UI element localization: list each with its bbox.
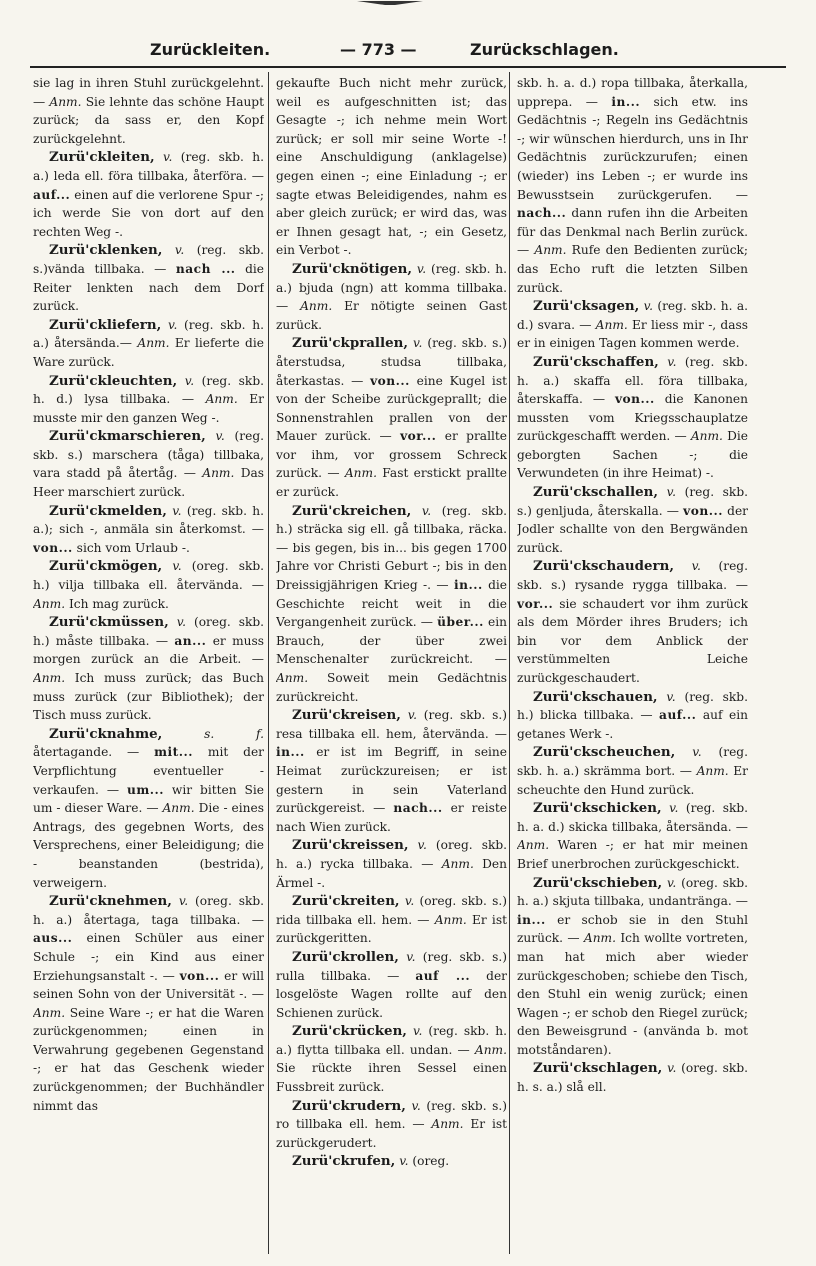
column-2 (276, 74, 507, 1254)
entry-part-of-speech: v. (411, 1098, 421, 1113)
entry-headword: Zurü'cklenken, (49, 242, 163, 259)
entry-definition: (reg. skb. h. a.) skaffa ell. föra tillbaka, återskaffa. — von... die Kanonen mussten vom Kriegsschauplatze zurückgeschafft werden. — Anm. Die geborgten Sachen -; die Verwundeten (in ihre Heimat) -. (517, 354, 748, 481)
dictionary-entry (276, 260, 507, 334)
dictionary-entry (33, 613, 264, 725)
column-divider (509, 72, 510, 1254)
entry-headword: Zurü'ckschaffen, (533, 353, 659, 370)
entry-definition: sie lag in ihren Stuhl zurückgelehnt. — Anm. Sie lehnte das schöne Haupt zurück; da sass er, den Kopf zurückgelehnt. (33, 76, 264, 146)
entry-part-of-speech: v. (643, 299, 653, 314)
header-rule (30, 66, 786, 68)
entry-part-of-speech: v. (163, 150, 173, 165)
dictionary-entry (33, 892, 264, 1115)
dictionary-entry (33, 725, 264, 892)
entry-part-of-speech: v. (176, 615, 186, 630)
dictionary-entry (517, 874, 748, 1060)
entry-headword: Zurü'ckmarschieren, (49, 428, 206, 445)
entry-continuation (276, 74, 507, 260)
entry-headword: Zurü'ckschauen, (533, 688, 658, 705)
column-3 (517, 74, 748, 1254)
entry-definition: (oreg. skb. h.) vilja tillbaka ell. återvända. — Anm. Ich mag zurück. (33, 559, 264, 611)
entry-definition: (reg. skb. s.) rulla tillbaka. — auf ... der losgelöste Wagen rollte auf den Schienen zurück. (276, 949, 507, 1020)
dictionary-entry (33, 316, 264, 372)
entry-definition: (reg. skb. h. a.) leda ell. föra tillbaka, återföra. — auf... einen auf die verlorene Spur -; ich werde Sie von dort auf den rechten Weg -. (33, 150, 264, 239)
entry-headword: Zurü'ckmelden, (49, 502, 167, 519)
entry-part-of-speech: v. (172, 559, 182, 574)
entry-definition: (reg. skb. s.) återstudsa, studsa tillbaka, återkastas. — von... eine Kugel ist von der Scheibe zurückgeprallt; die Sonnenstrahlen prallen von der Mauer zurück. — vor... er prallte vor ihm, vor grossem Schreck zurück. — Anm. Fast erstickt prallte er zurück. (276, 336, 507, 500)
entry-headword: Zurü'ckleuchten, (49, 372, 178, 389)
entry-headword: Zurü'ckrücken, (292, 1023, 407, 1040)
dictionary-entry (33, 502, 264, 558)
entry-part-of-speech: s. f. (204, 726, 264, 741)
entry-part-of-speech: v. (413, 1024, 423, 1039)
entry-part-of-speech: v. (421, 503, 432, 518)
entry-part-of-speech: v. (666, 689, 676, 704)
dictionary-entry (276, 1022, 507, 1096)
dictionary-entry (276, 1097, 507, 1153)
entry-definition: (reg. skb. h. a.) skrämma bort. — Anm. Er scheuchte den Hund zurück. (517, 745, 748, 797)
entry-continuation (33, 74, 264, 148)
entry-part-of-speech: v. (669, 801, 679, 816)
entry-part-of-speech: v. (416, 261, 427, 276)
dictionary-entry (33, 427, 264, 501)
entry-definition: (reg. skb. s.) rysande rygga tillbaka. — vor... sie schaudert vor ihm zurück als dem Mörder ihres Bruders; ich bin vor dem Anblick der verstümmelten Leiche zurückgeschaudert. (517, 559, 748, 685)
dictionary-entry (33, 557, 264, 613)
dictionary-entry (517, 297, 748, 353)
entry-definition: (oreg. skb. h.) måste tillbaka. — an... er muss morgen zurück an die Arbeit. — Anm. Ich muss zurück; das Buch muss zurück (zur Bibliothek); der Tisch muss zurück. (33, 615, 264, 723)
entry-part-of-speech: v. (692, 745, 702, 760)
entry-headword: Zurü'ckreisen, (292, 707, 401, 724)
entry-headword: Zurü'ckleiten, (49, 149, 155, 166)
entry-definition: (oreg. skb. h. a.) skjuta tillbaka, undantränga. — in... er schob sie in den Stuhl zurück. — Anm. Ich wollte vortreten, man hat mich aber wieder zurückgeschoben; schiebe den Tisch, den Stuhl ein wenig zurück; einen Wagen -; er schob den Riegel zurück; den Beweisgrund - (använda b. mot motståndaren). (517, 875, 748, 1057)
entry-part-of-speech: v. (407, 708, 418, 723)
entry-headword: Zurü'cksagen, (533, 298, 640, 315)
entry-definition: (reg. skb. h. a. d.) skicka tillbaka, återsända. — Anm. Waren -; er hat mir meinen Brief unerbrochen zurückgeschickt. (517, 801, 748, 871)
print-mark (355, 0, 425, 6)
dictionary-entry (517, 799, 748, 873)
dictionary-entry (33, 372, 264, 428)
header-left-guideword: Zurückleiten. (150, 40, 271, 59)
dictionary-entry (276, 1152, 507, 1171)
dictionary-entry (517, 557, 748, 687)
entry-headword: Zurü'ckrollen, (292, 948, 399, 965)
entry-headword: Zurü'ckscheuchen, (533, 744, 676, 761)
entry-definition: (oreg. (412, 1154, 450, 1169)
entry-definition: skb. h. a. d.) ropa tillbaka, återkalla, upprepa. — in... sich etw. ins Gedächtnis -; Regeln ins Gedächtnis -; wir wünschen hierdurch, uns in Ihr Gedächtnis zurückzurufen; einen (wieder) ins Leben -; er wurde ins Bewusstsein zurückgerufen. — nach... dann rufen ihn die Arbeiten für das Denkmal nach Berlin zurück.— Anm. Rufe den Bedienten zurück; das Echo ruft die letzten Silben zurück. (517, 76, 748, 295)
entry-headword: Zurü'ckreissen, (292, 837, 409, 854)
dictionary-entry (276, 892, 507, 948)
dictionary-entry (517, 743, 748, 799)
entry-definition: (reg. skb. s.)vända tillbaka. — nach ... die Reiter lenkten nach dem Dorf zurück. (33, 243, 264, 314)
entry-part-of-speech: v. (667, 354, 677, 369)
dictionary-entry (517, 1059, 748, 1096)
header-right-guideword: Zurückschlagen. (470, 40, 619, 59)
entry-part-of-speech: v. (399, 1154, 409, 1169)
column-divider (268, 72, 269, 1254)
dictionary-entry (33, 148, 264, 241)
dictionary-entry (276, 836, 507, 892)
entry-definition: (reg. skb. s.) marschera (tåga) tillbaka, vara stadd på återtåg. — Anm. Das Heer marschiert zurück. (33, 429, 264, 500)
entry-headword: Zurü'cknahme, (49, 725, 163, 742)
entry-headword: Zurü'ckschicken, (533, 800, 662, 817)
entry-part-of-speech: v. (404, 894, 415, 909)
dictionary-entry (517, 353, 748, 483)
entry-part-of-speech: v. (184, 373, 195, 388)
entry-definition: (reg. skb. h. a.) flytta tillbaka ell. undan. — Anm. Sie rückte ihren Sessel einen Fussbreit zurück. (276, 1024, 507, 1095)
entry-part-of-speech: v. (666, 875, 677, 890)
entry-headword: Zurü'ckrufen, (292, 1153, 396, 1170)
dictionary-entry (33, 241, 264, 315)
dictionary-entry (276, 502, 507, 707)
entry-definition: (reg. skb. h. a. d.) svara. — Anm. Er liess mir -, dass er in einigen Tagen kommen werde. (517, 299, 748, 351)
entry-definition: återtagande. — mit... mit der Verpflichtung eventueller - verkaufen. — um... wir bitten Sie um - dieser Ware. — Anm. Die - eines Antrags, des gegebnen Worts, des Versprechens, einer Beleidigung; die - beanstanden (bestrida), verweigern. (33, 745, 264, 890)
entry-headword: Zurü'ckreichen, (292, 502, 412, 519)
entry-part-of-speech: v. (178, 894, 189, 909)
entry-definition: (oreg. skb. h. a.) återtaga, taga tillbaka. — aus... einen Schüler aus einer Schule -; ein Kind aus einer Erziehungsanstalt -. — von... er will seinen Sohn von der Universität -. — Anm. Seine Ware -; er hat die Waren zurückgenommen; einen in Verwahrung gegebenen Gegenstand -; er hat das Geschenk wieder zurückgenommen; der Buchhändler nimmt das (33, 894, 264, 1113)
entry-part-of-speech: v. (215, 429, 225, 444)
entry-part-of-speech: v. (406, 949, 416, 964)
entry-part-of-speech: v. (666, 485, 676, 500)
entry-part-of-speech: v. (691, 559, 701, 574)
entry-definition: (reg. skb. h.) blicka tillbaka. — auf... auf ein getanes Werk -. (517, 689, 748, 741)
dictionary-entry (276, 706, 507, 836)
entry-headword: Zurü'ckschaudern, (533, 558, 675, 575)
entry-headword: Zurü'ckschallen, (533, 484, 659, 501)
entry-headword: Zurü'ckrudern, (292, 1097, 406, 1114)
dictionary-entry (517, 688, 748, 744)
page-header (30, 36, 786, 66)
entry-definition: (reg. skb. h. a.); sich -, anmäla sin återkomst. — von... sich vom Urlaub -. (33, 503, 264, 555)
dictionary-entry (517, 483, 748, 557)
entry-headword: Zurü'ckmögen, (49, 558, 163, 575)
entry-definition: (reg. skb. s.) resa tillbaka ell. hem, återvända. — in... er ist im Begriff, in seine Heimat zurückzureisen; er ist gestern in sein Vaterland zurückgereist. — nach... er reiste nach Wien zurück. (276, 708, 507, 834)
entry-definition: (reg. skb. s.) genljuda, återskalla. — von... der Jodler schallte von den Bergwänden zurück. (517, 485, 748, 555)
entry-headword: Zurü'ckschieben, (533, 874, 663, 891)
entry-headword: Zurü'cknötigen, (292, 260, 413, 277)
entry-headword: Zurü'ckliefern, (49, 316, 162, 333)
dictionary-entry (276, 334, 507, 501)
entry-definition: (oreg. skb. h. a.) rycka tillbaka. — Anm. Den Ärmel -. (276, 838, 507, 890)
entry-definition: (reg. skb. h. d.) lysa tillbaka. — Anm. Er musste mir den ganzen Weg -. (33, 373, 264, 425)
entry-part-of-speech: v. (168, 317, 178, 332)
entry-definition: (oreg. skb. h. s. a.) slå ell. (517, 1061, 748, 1095)
entry-part-of-speech: v. (174, 243, 185, 258)
entry-headword: Zurü'ckmüssen, (49, 614, 169, 631)
page-number: — 773 — (340, 40, 417, 59)
entry-definition: (oreg. skb. s.) rida tillbaka ell. hem. — Anm. Er ist zurückgeritten. (276, 894, 507, 946)
entry-continuation (517, 74, 748, 297)
entry-part-of-speech: v. (413, 336, 423, 351)
entry-headword: Zurü'cknehmen, (49, 893, 172, 910)
entry-headword: Zurü'ckschlagen, (533, 1060, 663, 1077)
entry-part-of-speech: v. (417, 838, 427, 853)
dictionary-entry (276, 948, 507, 1022)
entry-part-of-speech: v. (667, 1061, 677, 1076)
entry-definition: (reg. skb. h.) sträcka sig ell. gå tillbaka, räcka. — bis gegen, bis in... bis gegen 1700 Jahre vor Christi Geburt -; bis in den Dreissigjährigen Krieg -. — in... die Geschichte reicht weit in die Vergangenheit zurück. — über... ein Brauch, der über zwei Menschenalter zurückreicht. — Anm. Soweit mein Gedächtnis zurückreicht. (276, 503, 507, 704)
entry-headword: Zurü'ckprallen, (292, 335, 409, 352)
entry-definition: (reg. skb. h. a.) återsända.— Anm. Er lieferte die Ware zurück. (33, 317, 264, 369)
entry-definition: (reg. skb. s.) ro tillbaka ell. hem. — Anm. Er ist zurückgerudert. (276, 1098, 507, 1150)
entry-part-of-speech: v. (172, 503, 182, 518)
entry-definition: (reg. skb. h. a.) bjuda (ngn) att komma tillbaka. — Anm. Er nötigte seinen Gast zurück. (276, 261, 507, 332)
column-1 (33, 74, 264, 1254)
entry-headword: Zurü'ckreiten, (292, 893, 400, 910)
entry-definition: gekaufte Buch nicht mehr zurück, weil es aufgeschnitten ist; das Gesagte -; ich nehme mein Wort zurück; er soll mir seine Worte -! eine Anschuldigung (anklagelse) gegen einen -; eine Einladung -; er sagte etwas Beleidigendes, nahm es aber gleich zurück; er wird das, was er Ihnen gesagt hat, -; ein Gesetz, ein Verbot -. (276, 76, 507, 258)
